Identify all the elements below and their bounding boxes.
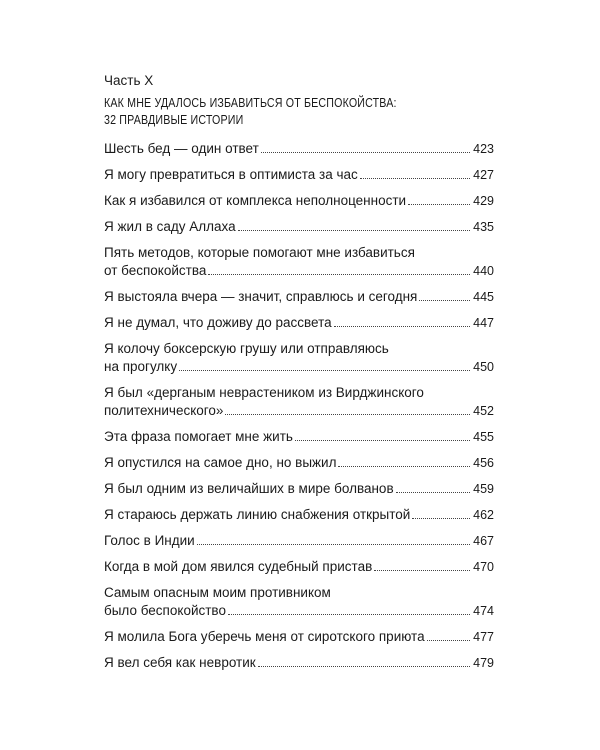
toc-entry-row	[104, 532, 494, 550]
toc-entry-row	[104, 192, 494, 210]
section-title-line-2: 32 ПРАВДИВЫЕ ИСТОРИИ	[104, 112, 244, 127]
toc-entry-title: Эта фраза помогает мне жить	[104, 429, 293, 444]
toc-dot-leader	[334, 325, 471, 327]
toc-entry-row	[104, 358, 494, 376]
toc-entry	[104, 340, 494, 376]
toc-entry	[104, 654, 494, 672]
toc-entry	[104, 314, 494, 332]
toc-page-number: 477	[473, 630, 494, 644]
toc-entry-row	[104, 628, 494, 646]
toc-entry-title: Я выстояла вчера — значит, справлюсь и сегодня	[104, 289, 418, 304]
toc-page-number: 440	[473, 264, 494, 278]
toc-dot-leader	[396, 491, 471, 493]
toc-entry-title-line: Самым опасным моим противником	[104, 585, 331, 600]
toc-page	[104, 72, 494, 680]
toc-dot-leader	[258, 665, 470, 667]
toc-entry-title: Я молила Бога уберечь меня от сиротского приюта	[104, 629, 425, 644]
toc-entry-row	[104, 506, 494, 524]
toc-page-number: 423	[473, 142, 494, 156]
toc-entry-title: Как я избавился от комплекса неполноценности	[104, 193, 407, 208]
toc-entry-row	[104, 480, 494, 498]
toc-entry-title: Когда в мой дом явился судебный пристав	[104, 559, 373, 574]
toc-entry-title: Я был одним из величайших в мире болванов	[104, 481, 394, 496]
toc-entry-title: Я стараюсь держать линию снабжения открытой	[104, 507, 411, 522]
toc-page-number: 474	[473, 604, 494, 618]
toc-page-number: 470	[473, 560, 494, 574]
toc-entry-row	[104, 428, 494, 446]
toc-entry-title: Я не думал, что доживу до рассвета	[104, 315, 332, 330]
toc-entry-row	[104, 314, 494, 332]
toc-entry-title: Голос в Индии	[104, 533, 195, 548]
section-title-line-1: КАК МНЕ УДАЛОСЬ ИЗБАВИТЬСЯ ОТ БЕСПОКОЙСТВА:	[104, 95, 397, 110]
table-of-contents	[104, 140, 494, 672]
toc-dot-leader	[225, 413, 470, 415]
toc-entry-title-line: Пять методов, которые помогают мне избавиться	[104, 245, 415, 260]
toc-dot-leader	[374, 569, 470, 571]
toc-entry	[104, 454, 494, 472]
toc-entry	[104, 140, 494, 158]
toc-dot-leader	[261, 151, 470, 153]
toc-entry-title: от беспокойства	[104, 263, 207, 278]
toc-entry	[104, 384, 494, 420]
toc-entry	[104, 288, 494, 306]
toc-entry-title: Я могу превратиться в оптимиста за час	[104, 167, 358, 182]
toc-dot-leader	[408, 203, 470, 205]
toc-entry-title: Я опустился на самое дно, но выжил	[104, 455, 337, 470]
toc-entry-row	[104, 288, 494, 306]
toc-dot-leader	[419, 299, 470, 301]
toc-entry-title: политехнического»	[104, 403, 224, 418]
toc-entry	[104, 166, 494, 184]
toc-entry	[104, 480, 494, 498]
toc-entry-row	[104, 454, 494, 472]
toc-dot-leader	[360, 177, 470, 179]
toc-page-number: 435	[473, 220, 494, 234]
toc-page-number: 456	[473, 456, 494, 470]
toc-dot-leader	[208, 273, 470, 275]
toc-entry-row	[104, 654, 494, 672]
toc-page-number: 429	[473, 194, 494, 208]
toc-dot-leader	[412, 517, 470, 519]
toc-entry	[104, 244, 494, 280]
toc-dot-leader	[238, 229, 471, 231]
toc-page-number: 459	[473, 482, 494, 496]
toc-dot-leader	[228, 613, 470, 615]
toc-dot-leader	[427, 639, 471, 641]
toc-entry-title: было беспокойство	[104, 603, 226, 618]
toc-entry-row	[104, 262, 494, 280]
toc-entry	[104, 584, 494, 620]
toc-entry	[104, 506, 494, 524]
toc-page-number: 450	[473, 360, 494, 374]
toc-entry-title: Я вел себя как невротик	[104, 655, 256, 670]
toc-page-number: 479	[473, 656, 494, 670]
toc-page-number: 447	[473, 316, 494, 330]
toc-page-number: 467	[473, 534, 494, 548]
toc-dot-leader	[338, 465, 470, 467]
toc-page-number: 455	[473, 430, 494, 444]
toc-page-number: 445	[473, 290, 494, 304]
toc-entry-title: Шесть бед — один ответ	[104, 141, 259, 156]
toc-page-number: 452	[473, 404, 494, 418]
toc-entry-row	[104, 140, 494, 158]
toc-entry	[104, 558, 494, 576]
toc-entry	[104, 218, 494, 236]
toc-entry	[104, 532, 494, 550]
toc-page-number: 427	[473, 168, 494, 182]
section-title	[104, 94, 498, 128]
toc-entry-title-line: Я был «дерганым неврастеником из Вирджинского	[104, 385, 424, 400]
toc-entry-title: на прогулку	[104, 359, 178, 374]
part-label: Часть X	[104, 73, 154, 88]
toc-entry-title-line: Я колочу боксерскую грушу или отправляюсь	[104, 341, 389, 356]
toc-dot-leader	[295, 439, 470, 441]
toc-entry-title: Я жил в саду Аллаха	[104, 219, 236, 234]
toc-entry	[104, 628, 494, 646]
toc-dot-leader	[197, 543, 470, 545]
toc-dot-leader	[179, 369, 470, 371]
toc-page-number: 462	[473, 508, 494, 522]
toc-entry-row	[104, 558, 494, 576]
toc-entry	[104, 428, 494, 446]
toc-entry-row	[104, 602, 494, 620]
toc-entry-row	[104, 402, 494, 420]
toc-entry-row	[104, 218, 494, 236]
toc-entry	[104, 192, 494, 210]
toc-entry-row	[104, 166, 494, 184]
